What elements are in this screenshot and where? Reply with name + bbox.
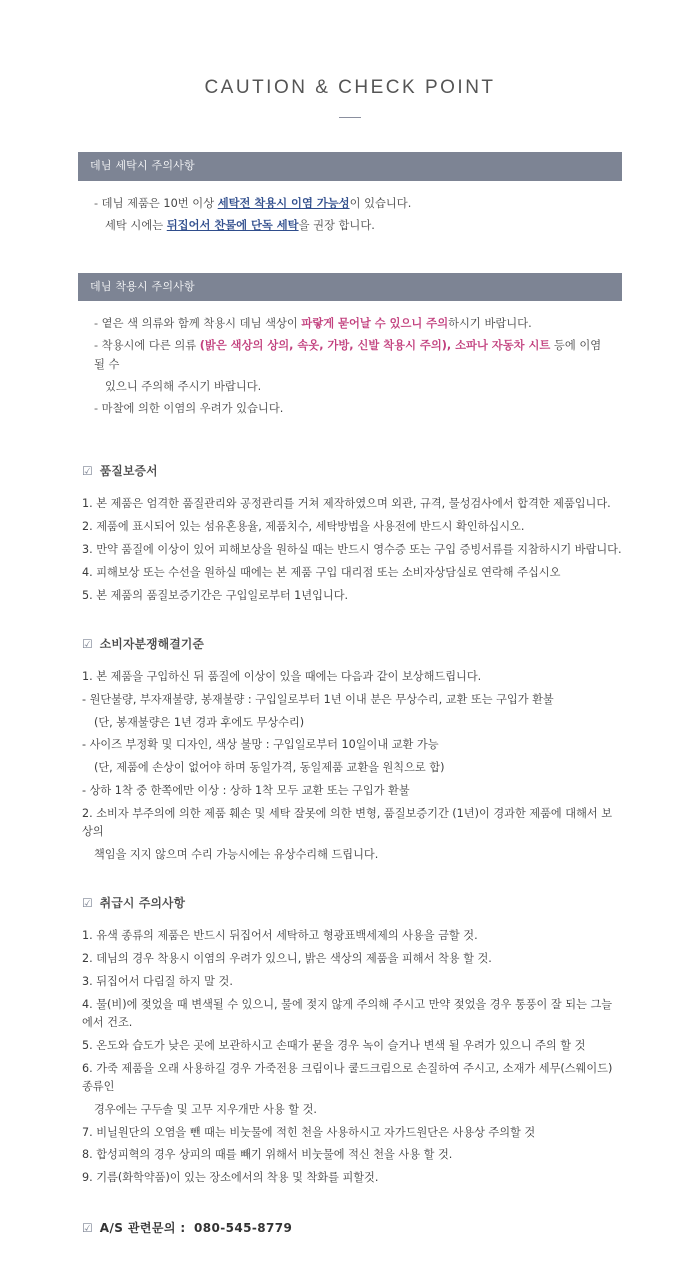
text-pre: 착용시에 다른 의류 bbox=[101, 339, 200, 353]
wear-notes-block bbox=[78, 301, 622, 425]
list-item: - 사이즈 부정확 및 디자인, 색상 불망 : 구입일로부터 10일이내 교환 가능 bbox=[82, 738, 439, 752]
highlight-warning: (밝은 색상의 상의, 속옷, 가방, 신발 착용시 주의), 소파나 자동차 시트 bbox=[199, 339, 551, 353]
dash-marker: - bbox=[94, 196, 99, 210]
wear-note-line bbox=[94, 400, 606, 418]
page-title: CAUTION & CHECK POINT bbox=[204, 76, 496, 98]
list-item: - 상하 1착 중 한쪽에만 이상 : 상하 1착 모두 교환 또는 구입가 환불 bbox=[82, 784, 410, 798]
list-item: 9. 기름(화학약품)이 있는 장소에서의 착용 및 착화를 피할것. bbox=[82, 1171, 379, 1185]
check-box-icon: ☑ bbox=[82, 463, 93, 478]
section-items bbox=[78, 927, 622, 1187]
list-item: 2. 데님의 경우 착용시 이염의 우려가 있으니, 밝은 색상의 제품을 피해서 착용 할 것. bbox=[82, 952, 492, 966]
section-bar-wash: 데님 세탁시 주의사항 bbox=[78, 152, 622, 181]
caution-check-point-page bbox=[0, 13, 700, 1280]
wash-notes-block bbox=[78, 181, 622, 243]
as-phone: 080-545-8779 bbox=[193, 1221, 293, 1236]
section-dispute-resolution bbox=[78, 635, 622, 864]
list-item: (단, 봉재불량은 1년 경과 후에도 무상수리) bbox=[94, 715, 305, 729]
check-box-icon: ☑ bbox=[82, 1221, 93, 1236]
list-item: 8. 합성피혁의 경우 상피의 때를 빼기 위해서 비눗물에 적신 천을 사용 할 것. bbox=[82, 1148, 453, 1162]
text-pre: 마찰에 의한 이염의 우려가 있습니다. bbox=[101, 401, 284, 415]
list-item: 책임을 지지 않으며 수리 가능시에는 유상수리해 드립니다. bbox=[94, 848, 379, 862]
list-item: 1. 본 제품을 구입하신 뒤 품질에 이상이 있을 때에는 다음과 같이 보상해드립니다. bbox=[82, 669, 482, 683]
as-label: A/S 관련문의 : bbox=[99, 1221, 186, 1236]
wash-note-line bbox=[94, 195, 606, 213]
check-box-icon: ☑ bbox=[82, 636, 93, 651]
text-post: 을 권장 합니다. bbox=[298, 218, 375, 232]
list-item: 2. 제품에 표시되어 있는 섬유혼용율, 제품치수, 세탁방법을 사용전에 반드시 확인하십시오. bbox=[82, 519, 525, 533]
text-pre: 세탁 시에는 bbox=[105, 218, 167, 232]
list-item: 7. 비닐원단의 오염을 뺀 때는 비눗물에 적힌 천을 사용하시고 자가드원단은 사용상 주의할 것 bbox=[82, 1125, 536, 1139]
section-heading-label: 품질보증서 bbox=[99, 463, 158, 478]
section-items bbox=[78, 668, 622, 864]
list-item: - 원단불량, 부자재불량, 봉재불량 : 구입일로부터 1년 이내 분은 무상수리, 교환 또는 구입가 환불 bbox=[82, 692, 554, 706]
list-item: 3. 만약 품질에 이상이 있어 피해보상을 원하실 때는 반드시 영수증 또는 구입 증빙서류를 지참하시기 바랍니다. bbox=[82, 542, 622, 556]
dash-marker: - bbox=[94, 317, 99, 331]
title-divider bbox=[339, 117, 361, 118]
list-item: 1. 본 제품은 엄격한 품질관리와 공정관리를 거쳐 제작하였으며 외관, 규격, 물성검사에서 합격한 제품입니다. bbox=[82, 496, 611, 510]
list-item: 6. 가죽 제품을 오래 사용하길 경우 가죽전용 크림이나 쿨드크림으로 손질하여 주시고, 소재가 세무(스웨이드) 종류인 bbox=[82, 1061, 613, 1093]
wash-note-line bbox=[94, 217, 606, 235]
wear-note-line bbox=[94, 378, 606, 396]
text-pre: 옅은 색 의류와 함께 착용시 데님 색상이 bbox=[101, 317, 302, 331]
highlight-underline: 뒤집어서 찬물에 단독 세탁 bbox=[166, 218, 299, 232]
section-heading bbox=[78, 635, 622, 654]
section-heading bbox=[78, 894, 622, 913]
list-item: 5. 본 제품의 품질보증기간은 구입일로부터 1년입니다. bbox=[82, 588, 349, 602]
content-area bbox=[0, 152, 700, 1280]
section-handling-caution bbox=[78, 894, 622, 1187]
list-item: 4. 물(비)에 젖었을 때 변색될 수 있으니, 물에 젖지 않게 주의해 주시고 만약 젖었을 경우 통풍이 잘 되는 그늘에서 건조. bbox=[82, 997, 613, 1029]
list-item: 4. 피해보상 또는 수선을 원하실 때에는 본 제품 구입 대리점 또는 소비자상담실로 연락해 주십시오 bbox=[82, 565, 561, 579]
list-item: 1. 유색 종류의 제품은 반드시 뒤집어서 세탁하고 형광표백세제의 사용을 금할 것. bbox=[82, 929, 478, 943]
section-heading bbox=[78, 462, 622, 481]
list-item: 경우에는 구두솔 및 고무 지우개만 사용 할 것. bbox=[94, 1102, 317, 1116]
text-post: 등에 이염 될 수 bbox=[94, 339, 602, 371]
section-items bbox=[78, 495, 622, 605]
dash-marker: - bbox=[94, 339, 99, 353]
wear-note-line bbox=[94, 315, 606, 333]
text-pre: 있으니 주의해 주시기 바랍니다. bbox=[105, 379, 262, 393]
text-post: 하시기 바랍니다. bbox=[448, 317, 532, 331]
as-contact bbox=[78, 1219, 622, 1280]
list-item: 5. 온도와 습도가 낮은 곳에 보관하시고 손때가 묻을 경우 녹이 슬거나 변색 될 우려가 있으니 주의 할 것 bbox=[82, 1038, 586, 1052]
section-quality-warranty bbox=[78, 462, 622, 605]
text-post: 이 있습니다. bbox=[349, 196, 412, 210]
list-item: 2. 소비자 부주의에 의한 제품 훼손 및 세탁 잘못에 의한 변형, 품질보증기간 (1년)이 경과한 제품에 대해서 보상의 bbox=[82, 807, 613, 839]
list-item: 3. 뒤집어서 다림질 하지 말 것. bbox=[82, 975, 233, 989]
section-bar-wear: 데님 착용시 주의사항 bbox=[78, 273, 622, 302]
section-heading-label: 소비자분쟁해결기준 bbox=[99, 636, 205, 651]
wear-note-line bbox=[94, 337, 606, 373]
highlight-warning: 파랗게 묻어날 수 있으니 주의 bbox=[301, 317, 449, 331]
dash-marker: - bbox=[94, 401, 99, 415]
list-item: (단, 제품에 손상이 없어야 하며 동일가격, 동일제품 교환을 원칙으로 합) bbox=[94, 761, 445, 775]
section-heading-label: 취급시 주의사항 bbox=[99, 896, 186, 911]
check-box-icon: ☑ bbox=[82, 896, 93, 911]
text-pre: 데님 제품은 10번 이상 bbox=[101, 196, 218, 210]
highlight-underline: 세탁전 착용시 이염 가능성 bbox=[217, 196, 350, 210]
